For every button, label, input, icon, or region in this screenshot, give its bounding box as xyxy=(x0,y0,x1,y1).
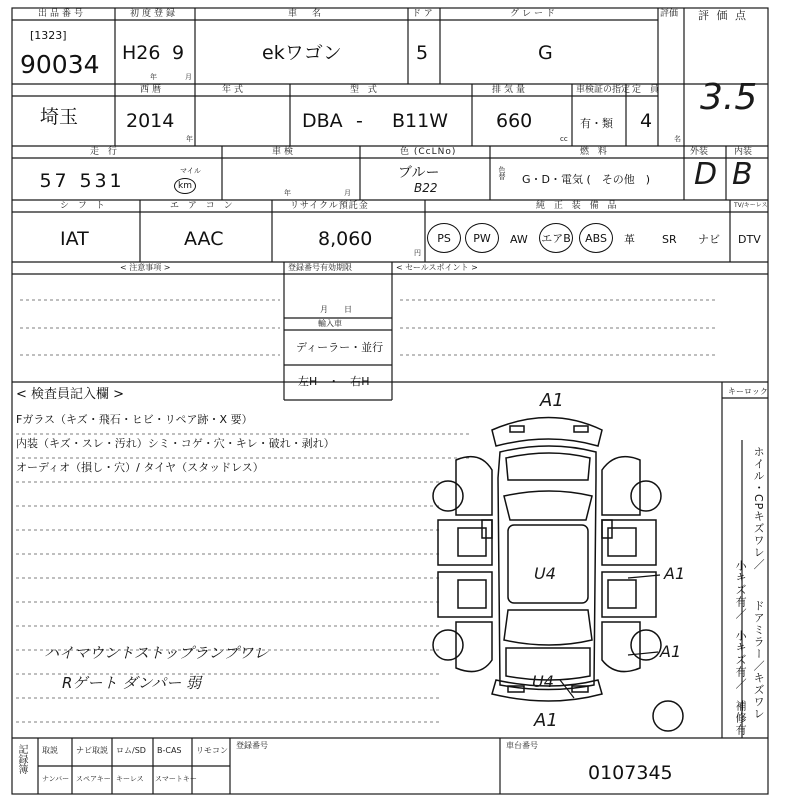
grade: G xyxy=(538,42,553,64)
km-unit: km xyxy=(174,178,196,194)
capacity-label: 定 員 xyxy=(632,85,662,95)
year-unit-2: 年 xyxy=(186,135,193,143)
side-note: 小キズ有／ xyxy=(734,560,748,620)
car-name: ekワゴン xyxy=(262,42,342,64)
lot-label: 出品番号 xyxy=(38,9,87,19)
record-label: 記録簿 xyxy=(16,744,27,774)
lot-prefix: [1323] xyxy=(30,29,67,42)
handle: 左H ・ 右H xyxy=(298,375,370,388)
score-label: 評 価 点 xyxy=(698,9,748,22)
model-dash: - xyxy=(356,110,363,132)
bottom-label: ナビ取説 xyxy=(76,746,108,755)
equipment-item: ナビ xyxy=(698,233,720,246)
shaken-month: 月 xyxy=(344,189,351,197)
year-unit: 年 xyxy=(150,73,157,81)
car-name-label: 車 名 xyxy=(288,9,325,19)
model-prefix: DBA xyxy=(302,110,343,132)
month-day: 月 日 xyxy=(320,305,352,314)
frame-number: 0107345 xyxy=(588,762,673,784)
month-unit: 月 xyxy=(185,73,192,81)
type-label: 型 式 xyxy=(350,85,380,95)
mileage-unit: マイル xyxy=(180,167,201,175)
equipment-item: 革 xyxy=(624,233,635,246)
handwritten-note-1: ハイマウントストップランプワレ xyxy=(44,644,269,662)
mileage-digit: 5 xyxy=(39,170,52,192)
inspector-line-2: 内装（キズ・スレ・汚れ）シミ・コゲ・穴・キレ・破れ・剥れ） xyxy=(16,437,335,450)
side-note: ホイル・CPキズワレ／ xyxy=(752,446,766,571)
first-reg-label: 初度登録 xyxy=(130,9,179,19)
registered-label: 車検証の指定 xyxy=(576,85,631,95)
exterior-grade: D xyxy=(694,157,718,192)
interior-label: 内装 xyxy=(734,147,753,157)
shaken-year: 年 xyxy=(284,189,291,197)
note-label: 評価 xyxy=(660,9,679,19)
doors: 5 xyxy=(416,42,429,64)
keylock-label: キーロック xyxy=(728,387,768,396)
frame-label: 車台番号 xyxy=(506,741,538,750)
inspector-line-1: Fガラス（キズ・飛石・ヒビ・リペア跡・X 要） xyxy=(16,413,253,426)
bottom-label: キーレス xyxy=(116,775,144,783)
person-unit: 名 xyxy=(674,135,681,143)
bottom-label: スマートキー xyxy=(155,775,197,783)
mileage-digit: 7 xyxy=(54,170,67,192)
side-note: ドアミラー／キズワレ xyxy=(752,600,766,720)
score-value: 3.5 xyxy=(700,77,758,118)
bottom-label: ロム/SD xyxy=(116,746,146,755)
inspection-expiry-label: 登録番号有効期限 xyxy=(288,263,352,272)
mark-rear-center: U4 xyxy=(532,672,554,691)
equipment-item: AW xyxy=(510,233,528,246)
mark-roof: U4 xyxy=(534,564,556,583)
aircon: AAC xyxy=(184,228,224,250)
notes-label: < 注意事項 > xyxy=(120,263,171,272)
side-note: 補修有 xyxy=(734,700,748,736)
exterior-label: 外装 xyxy=(690,147,709,157)
displacement-label: 排気量 xyxy=(492,85,529,95)
color-label: 色 (CcLNo) xyxy=(400,147,457,157)
equipment-item: SR xyxy=(662,233,677,246)
dealer-import: ディーラー・並行 xyxy=(296,341,384,354)
bottom-label: 取説 xyxy=(42,746,58,755)
equipment-item: PS xyxy=(427,223,461,253)
bottom-label: ナンバー xyxy=(42,775,70,783)
shift-label: シ フ ト xyxy=(60,201,108,211)
recycle-fee: 8,060 xyxy=(318,228,373,250)
bottom-label: スペアキー xyxy=(76,775,111,783)
equipment-item: エアB xyxy=(539,223,573,253)
shaken-label: 車検 xyxy=(272,147,297,157)
model-code: B11W xyxy=(392,110,448,132)
mileage-digit: 1 xyxy=(109,170,122,192)
fuel-label: 燃 料 xyxy=(580,147,610,157)
model-year: 2014 xyxy=(126,110,175,132)
side-note: 小キズ有／ xyxy=(734,630,748,690)
interior-grade: B xyxy=(732,157,753,192)
aircon-label: エ ア コ ン xyxy=(170,201,236,211)
mileage-digit: 3 xyxy=(94,170,107,192)
door-label: ドア xyxy=(412,9,436,19)
color-change: 色替 xyxy=(498,166,506,180)
mileage-label: 走 行 xyxy=(90,147,120,157)
tv-label: TV/キーレス xyxy=(734,202,768,209)
first-reg-month: 9 xyxy=(172,42,185,64)
yen-unit: 円 xyxy=(414,249,421,257)
year-label: 年式 xyxy=(222,85,247,95)
equipment-item: ABS xyxy=(579,223,613,253)
mark-right-mid: A1 xyxy=(664,564,686,583)
inspector-line-3: オーディオ（損し・穴）/ タイヤ（スタッドレス） xyxy=(16,461,264,474)
sales-point-label: < セールスポイント > xyxy=(396,263,478,272)
equipment-item: DTV xyxy=(738,233,761,246)
equipment-item: PW xyxy=(465,223,499,253)
cc-unit: cc xyxy=(560,135,568,143)
handwritten-note-2: Rゲート ダンパー 弱 xyxy=(62,674,202,692)
lot-number: 90034 xyxy=(20,50,100,79)
region-label: 西暦 xyxy=(140,85,165,95)
import-label: 輸入車 xyxy=(318,319,342,328)
mark-rear: A1 xyxy=(534,710,558,731)
capacity: 4 xyxy=(640,110,653,132)
recycle-label: リサイクル預託金 xyxy=(290,201,369,211)
displacement: 660 xyxy=(496,110,533,132)
registration-type: 有・類 xyxy=(580,117,613,130)
grade-label: グレード xyxy=(510,9,559,19)
mark-right-rear: A1 xyxy=(660,642,682,661)
fuel-options: G・D・電気 ( その他 ) xyxy=(522,173,651,186)
inspector-title: < 検査員記入欄 > xyxy=(16,387,125,402)
mileage-digit: 5 xyxy=(79,170,92,192)
color-code: B22 xyxy=(414,181,438,195)
color: ブルー xyxy=(398,165,440,181)
bottom-label: B-CAS xyxy=(157,746,182,755)
region: 埼玉 xyxy=(40,106,79,128)
equipment-label: 純 正 装 備 品 xyxy=(536,201,620,211)
reg-number-label: 登録番号 xyxy=(236,741,268,750)
bottom-label: リモコン xyxy=(196,746,228,755)
first-reg-era: H26 xyxy=(122,42,161,64)
mark-front: A1 xyxy=(540,390,564,411)
mileage-value xyxy=(38,172,123,191)
shift: IAT xyxy=(60,228,89,250)
